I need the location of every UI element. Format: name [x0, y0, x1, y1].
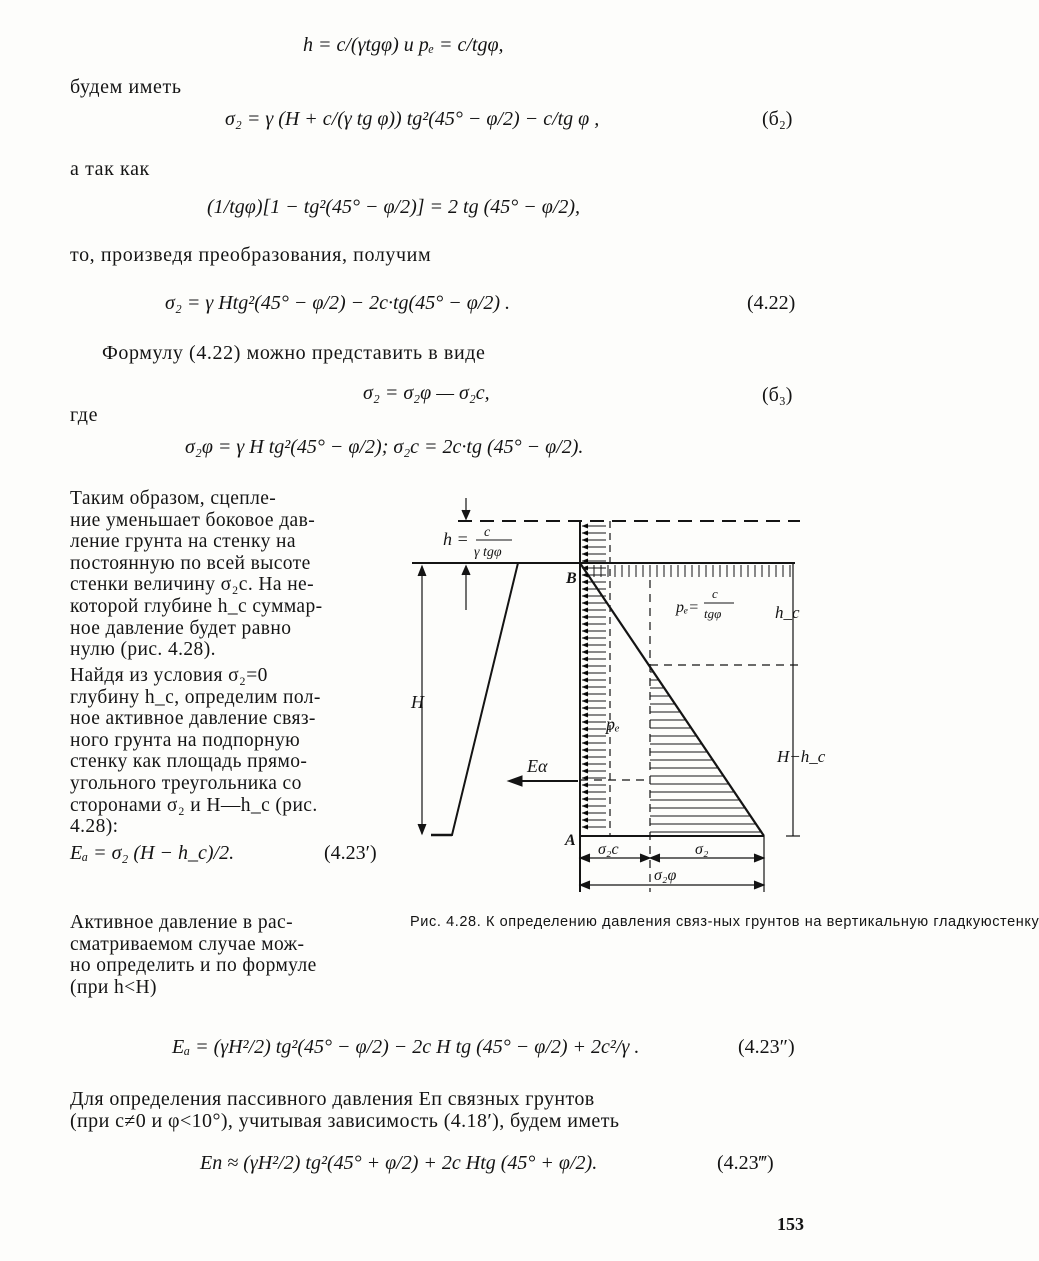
hatch-arrowhead	[583, 650, 588, 654]
hatch-arrowhead	[583, 685, 588, 689]
label-hc: h_c	[775, 603, 800, 622]
text-line: Для определения пассивного давления Eп связных грунтов	[70, 1088, 595, 1110]
text-to-proizvedya: то, произведя преобразования, получим	[70, 244, 432, 266]
label-sigma-2c: σ₂c	[598, 841, 619, 858]
hatch-arrowhead	[583, 790, 588, 794]
label-sigma-2phi: σ₂φ	[654, 867, 677, 884]
hatch-arrowhead	[583, 727, 588, 731]
hatch-arrowhead	[583, 601, 588, 605]
equation-h-pe: h = c/(γtgφ) и pₑ = c/tgφ,	[303, 34, 504, 56]
hatch-arrowhead	[583, 622, 588, 626]
label-h: h =	[443, 529, 469, 549]
text-a-tak-kak: а так как	[70, 158, 150, 180]
hatch-arrowhead	[583, 538, 588, 542]
page-number: 153	[777, 1214, 804, 1234]
hatch-arrowhead	[583, 741, 588, 745]
hatch-arrowhead	[583, 671, 588, 675]
paragraph-find-depth	[70, 665, 321, 838]
hatch-arrowhead	[583, 720, 588, 724]
hatch-arrowhead	[583, 559, 588, 563]
text-formulu: Формулу (4.22) можно представить в виде	[102, 342, 486, 364]
text-line: стенку как площадь прямо-	[70, 751, 308, 773]
text-line: ных грунтов на вертикальную гладкую	[713, 914, 993, 930]
hatch-arrowhead	[583, 811, 588, 815]
hatch-arrowhead	[583, 769, 588, 773]
text-line: (при c≠0 и φ<10°), учитывая зависимость (4.18′), будем иметь	[70, 1110, 620, 1132]
equation-4-23-triple-prime: Eп ≈ (γH²/2) tg²(45° + φ/2) + 2c Htg (45° + φ/2).	[200, 1152, 598, 1174]
text-line: Активное давление в рас-	[70, 912, 293, 933]
hatch-arrowhead	[583, 755, 588, 759]
text-line: 4.28):	[70, 816, 119, 838]
hatch-arrowhead	[583, 524, 588, 528]
label-h-den: γ tgφ	[474, 545, 502, 560]
text-line: глубину h_c, определим пол-	[70, 686, 321, 708]
equation-4-22: σ₂ = γ Htg²(45° − φ/2) − 2c·tg(45° − φ/2) .	[165, 292, 510, 314]
hatch-arrowhead	[583, 762, 588, 766]
text-line: но определить и по формуле	[70, 955, 317, 977]
text-line: сторонами σ₂ и H—h_c (рис.	[70, 794, 318, 816]
hatch-arrowhead	[583, 783, 588, 787]
text-line: ного грунта на подпорную	[70, 729, 301, 751]
equation-4-23-double-prime: Eₐ = (γH²/2) tg²(45° − φ/2) − 2c H tg (45° − φ/2) + 2c²/γ .	[172, 1036, 640, 1058]
text-line: Рис. 4.28. К определению давления связ-	[410, 914, 714, 930]
text-line: сматриваемом случае мож-	[70, 933, 305, 955]
hatch-arrowhead	[583, 594, 588, 598]
label-Ea: Eα	[527, 756, 548, 776]
hatch-arrowhead	[583, 657, 588, 661]
hatch-arrowhead	[583, 776, 588, 780]
hatch-arrowhead	[583, 552, 588, 556]
hatch-arrowhead	[583, 629, 588, 633]
text-line: стенки величину σ₂c. На не-	[70, 574, 314, 596]
equation-b2: σ₂ = γ (H + c/(γ tg φ)) tg²(45° − φ/2) − c/tg φ ,	[225, 108, 600, 130]
hatch-arrowhead	[583, 636, 588, 640]
equation-b3: σ₂ = σ₂φ — σ₂c,	[363, 382, 490, 404]
hatch-arrowhead	[583, 734, 588, 738]
text-gde: где	[70, 404, 99, 426]
text-budem-imet: будем иметь	[70, 76, 182, 98]
paragraph-active-pressure	[70, 912, 317, 998]
label-H: H	[411, 692, 424, 712]
equation-number-4-22: (4.22)	[747, 292, 796, 314]
label-A: A	[565, 832, 576, 849]
label-pe-top: pₑ=	[676, 599, 699, 616]
retaining-wall	[431, 563, 518, 835]
label-pe-mid: pₑ	[606, 714, 620, 734]
equation-number-b3: (б₃)	[762, 384, 793, 406]
equation-number-4-23-double-prime: (4.23″)	[738, 1036, 795, 1058]
equation-4-23-prime: Eₐ = σ₂ (H − h_c)/2.	[70, 842, 235, 864]
text-line: постоянную по всей высоте	[70, 552, 311, 574]
hatch-arrowhead	[583, 615, 588, 619]
hatch-arrowhead	[583, 713, 588, 717]
equation-identity: (1/tgφ)[1 − tg²(45° − φ/2)] = 2 tg (45° − φ/2),	[207, 196, 581, 218]
text-line: угольного треугольника со	[70, 772, 302, 794]
text-line: (при h<H)	[70, 976, 157, 998]
text-line: нулю (рис. 4.28).	[70, 639, 216, 661]
hatch-arrowhead	[583, 797, 588, 801]
paragraph-passive	[70, 1088, 619, 1132]
label-pe-num: c	[712, 586, 718, 601]
equation-number-b2: (б₂)	[762, 108, 793, 130]
hatch-arrowhead	[583, 706, 588, 710]
equation-number-4-23-prime: (4.23′)	[324, 842, 377, 864]
hatch-arrowhead	[583, 678, 588, 682]
hatch-arrowhead	[583, 748, 588, 752]
hatch-arrowhead	[583, 643, 588, 647]
text-line: которой глубине h_c суммар-	[70, 595, 323, 617]
text-line: ние уменьшает боковое дав-	[70, 509, 316, 531]
text-line: Таким образом, сцепле-	[70, 488, 277, 509]
hatch-arrowhead	[583, 580, 588, 584]
label-pe-den: tgφ	[704, 606, 722, 621]
equation-components: σ₂φ = γ H tg²(45° − φ/2); σ₂c = 2c·tg (45° − φ/2).	[185, 436, 584, 458]
hatch-arrowhead	[583, 587, 588, 591]
text-line: ление грунта на стенку на	[70, 531, 296, 553]
text-line: ное давление будет равно	[70, 617, 292, 639]
hatch-arrowhead	[583, 573, 588, 577]
text-line: ное активное давление связ-	[70, 708, 316, 730]
hatch-arrowhead	[583, 608, 588, 612]
label-sigma-2: σ₂	[695, 841, 709, 858]
hatch-arrowhead	[583, 545, 588, 549]
hatch-arrowhead	[583, 531, 588, 535]
text-line: Найдя из условия σ₂=0	[70, 665, 268, 686]
hatch-arrowhead	[583, 566, 588, 570]
label-h-num: c	[484, 525, 491, 540]
hatch-arrowhead	[583, 825, 588, 829]
hatch-arrowhead	[583, 804, 588, 808]
hatch-arrowhead	[583, 664, 588, 668]
text-line: стенку	[992, 914, 1039, 930]
pressure-diagonal	[580, 563, 764, 836]
figure-labels	[410, 525, 826, 884]
equation-number-4-23-triple-prime: (4.23‴)	[717, 1152, 774, 1174]
figure-drawing	[412, 498, 800, 892]
hatch-arrowhead	[583, 692, 588, 696]
label-H-minus-hc: H−h_c	[777, 747, 826, 766]
figure-caption	[410, 914, 1039, 931]
hatch-arrowhead	[583, 818, 588, 822]
paragraph-cohesion	[70, 488, 323, 661]
hatch-arrowhead	[583, 699, 588, 703]
label-B: B	[566, 570, 577, 587]
